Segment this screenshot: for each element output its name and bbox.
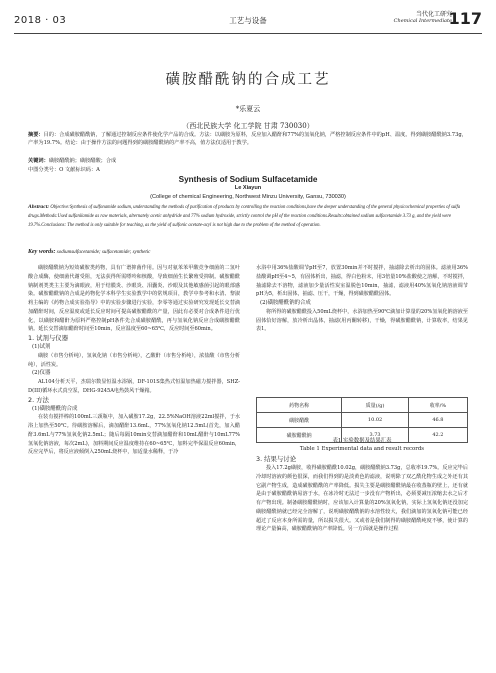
author-en: Le Xiayun [234,185,262,191]
results-paragraph: 投入17.2g磺胺，收得磺胺醋酰10.02g，磺胺醋酰钠3.73g，总收率19.7%。反应完毕后冷却时溶液的颜色很深，而我们得到的是淡黄色的滤液，说明除了双乙酰化物生成之外还有其它副产物生成，造成磺胺醋酰的产率降低。损失主要是磺胺醋酰钠最在收蒸瓶的壁上，还有就是由于磺胺醋酰钠易溶于水，在冰冷时无法过一步没有产物析出，必须要减压浓缩去水之后才有产物出现。制备磺胺醋酰钠时，应该加入计算量的20%氢氧化钠，实际上氢氧化钠还没加完磺胺醋酰钠就已经完全溶解了，说明磺胺醋酰钠的水溶性较大，我们滴加的氢氧化钠可能已经超过了反应本身所需的量，所以损失很大。又或者是我们制得的磺胺醋酰纯度不够，使计算的理论产量偏高，磺胺醋酰钠的产率降低。另一方面就是操作过程 [256,465,468,533]
affiliation-cn: （西北民族大学 化工学院 甘肃 730030） [182,122,314,130]
section-heading-results: 3. 结果与讨论 [256,455,297,463]
author-cn: *乐夏云 [235,105,261,113]
subheading-reagents: (1)试剂 [32,344,51,350]
page-header [14,8,482,34]
table-caption [256,437,468,453]
left-column [28,264,240,457]
section-name: 工艺与设备 [229,16,267,25]
abstract-en-text: Objective:Synthesis of sulfonamide sodium, understanding the methods of purification of products by controlling the reaction conditions,have the deeper understanding of the general physicochemical properties of sulfa drugs.Methods:Used sulfanilamide as raw materials, alternately acetic anhydride and 77% sodium hydroxide, strictly control the pH of the reaction conditions.Results:obtained sodium sulfacetamide 3.73 g, and the yield were 19.7%.Conclusions: The method is only suitable for teaching, as the yield of sulfonic acetate-acyl is not high due to the problem of the method of operation. [28,205,461,228]
title-cn: 磺胺醋酰钠的合成工艺 [165,72,331,88]
table-cell: 46.8 [408,413,467,428]
title-en: Synthesis of Sodium Sulfacetamide [178,175,318,184]
table-header-cell: 收率/% [408,398,467,413]
journal-name [394,11,452,25]
table-cell: 3.73 [342,428,408,443]
subheading-synthesis-1: (1)磺胺醋酰的合成 [32,405,78,412]
reagents-paragraph: 磺胺（市售分析纯），氢氧化钠（市售分析纯），乙酸酐（市售分析纯），浓盐酸（市售分析纯），活性炭。 [28,352,240,368]
abstract-en [28,203,468,230]
section-heading-methods: 2. 方法 [28,395,49,404]
journal-name-cn: 当代化工研究 [415,11,452,18]
abstract-en-label: Abstract: [28,204,50,210]
table-cell: 10.02 [342,413,408,428]
table-row [257,413,468,428]
keywords-en [28,249,468,255]
right-column-top [256,264,468,334]
table-caption-cn: 表1 实验数据及结果汇表 [332,438,392,444]
synthesis-2-paragraph: 将所得的磺胺醋酰投入50mL烧杯中，水浴加热至90℃滴加计算量的20%氢氧化钠溶液至固体恰好溶解，放冷析出晶体，抽滤(用丙酮转移)，干燥，得磺胺醋酰钠，计算收率，结果见表1。 [256,308,468,333]
abstract-cn-label: 摘要： [28,132,44,138]
abstract-cn [28,131,468,148]
table-cell: 磺胺醋酰 [257,413,342,428]
instruments-paragraph: AL104分析天平，杰瑞尔数显恒温水浴锅，DF-101S集热式恒温加热磁力搅拌器，SHZ-D(III)循环水式真空泵，DHG-9245A电热鼓风干燥箱。 [28,379,240,394]
table-cell: 磺胺醋酰钠 [257,428,342,443]
table-header-cell: 质量(/g) [342,398,408,413]
continued-paragraph: 水浴中用36%盐酸调节pH至7，放置30min并不时搅拌，抽滤除去析出的固体。滤液用36%盐酸调pH至4~5，有固体析出，抽滤，得白色粉末，用3倍量10%盐酸使之溶解，不时搅拌，抽滤除去不溶物，滤液加少量活性炭室温脱色10min，抽滤，滤液用40%氢氧化钠溶液调节pH为5，析出固体，抽滤、压干，干燥，得到磺胺醋酰固体。 [256,265,468,298]
classification-cn: 中图分类号：O 文献标识码：A [28,167,100,173]
synthesis-1-paragraph: 在装有搅拌棒的100mL三颈瓶中，加入磺胺17.2g，22.5%NaOH溶液22ml搅拌，于水浴上加热至50℃。待磺胺溶解后，滴加醋酐13.6mL，77%氢氧化钠12.5mL(首先，加入醋酐3.6mL与77%氢氧化钠2.5mL；随后每隔10min交替滴加醋酐和10mL醋酐与10mL77%氢氧化钠溶液，每次2mL)，加料期间反应温度维持在60~65℃，加料完毕保温反应60min，反应完毕后，将反应液倾倒入250mL烧杯中，加适量水稀释，于冷 [28,414,240,456]
keywords-cn-text: 磺胺醋酰钠；磺胺醋酸；合成 [48,158,117,164]
keywords-en-label: Key words: [28,249,56,255]
page-number: 117 [448,9,482,28]
keywords-cn [28,157,468,164]
table-header-row [257,398,468,413]
header-rule [14,33,482,34]
table-caption-en: Table 1 Experimental data and result records [299,446,425,452]
section-heading-reagents: 1. 试剂与仪器 [28,334,69,342]
abstract-cn-text: 目的：合成磺胺醋酰钠，了解通过控制反应条件使化学产品的合成。方法：以磺胺为原料，反应加入醋酐和77%的氢氧化钠，严格控制反应条件中的pH、温度。得到磺胺醋酰钠3.73g，产率为19.7%。结论：由于操作方法的问题得到的磺胺醋酰钠的产率不高，值方法仅适用于教学。 [28,132,467,147]
subheading-synthesis-2: (2)磺胺醋酰钠的合成 [260,300,311,306]
table-cell: 42.2 [408,428,467,443]
journal-name-en: Chemical Intermediate [393,18,452,24]
keywords-en-text: sodiumsulfacetamide; sulfacetamide; synthetic [56,250,151,255]
affiliation-en: (College of chemical Engineering, Northwest Minzu University, Gansu, 730030) [150,194,346,200]
right-column-results [256,455,468,534]
intro-paragraph: 磺胺醋酰钠为短效磺胺类药物，具有广谱抑菌作用。因与对氨苯苯甲酸竞争细菌的二氢叶酸合成酶，使细菌代谢受阻，无法获得所需嘌呤和核酸，导致细菌生长繁殖受抑制。磺胺醋酰钠制剂类类主主要为滴眼液，用于结膜炎、沙眼炎、泪囊炎、沙眼及其他敏感菌引起的眼部感染。磺胺醋酰钠的合成是药物化学本科学生实验教学中的常规项目，教学中参考和水清、黎淑莉主编的《药物合成实验指导》中的实验步骤进行实验，李零等通过实验研究发现延长交替滴加醋酐时间，反应温度或延长反应时间可提高磺胺醋酰的产量，因此有必要对合成条件进行优化，以磺胺和醋酐为原料严格控制pH条件先合成磺胺醋酰，再与氢氧化钠反应合成磺胺醋酰钠。延长交替滴加醋酐时间至10min，反应温度至60~65℃，反应时间至60min。 [28,265,240,333]
issue-number: 2018 · 03 [14,15,67,26]
keywords-cn-label: 关键词： [28,158,49,164]
table-header-cell: 药物名称 [257,398,342,413]
subheading-instruments: (2)仪器 [32,370,51,377]
